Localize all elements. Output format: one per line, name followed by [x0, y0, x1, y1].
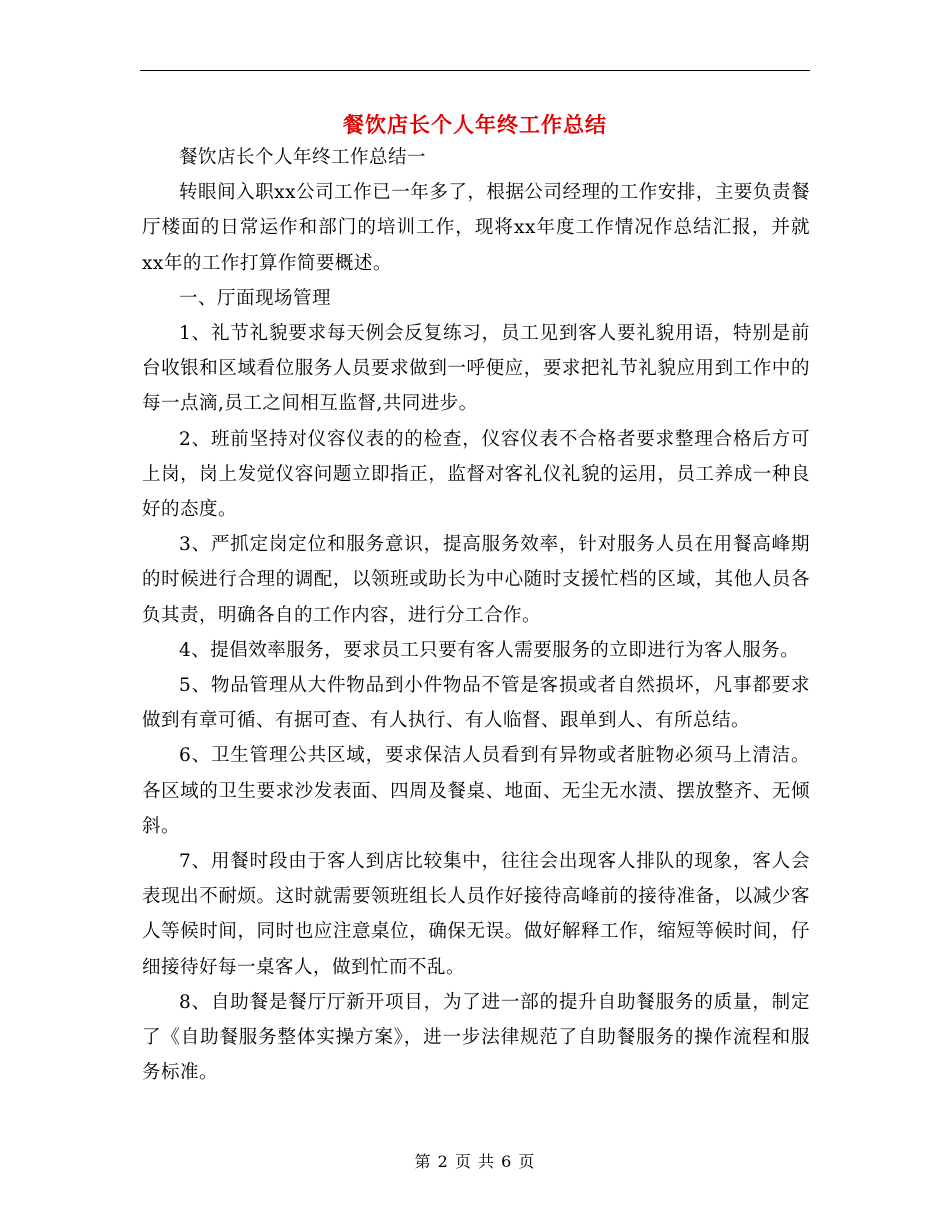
body-paragraph: 5、物品管理从大件物品到小件物品不管是客损或者自然损坏，凡事都要求做到有章可循、有据可查、有人执行、有人临督、跟单到人、有所总结。 [142, 675, 810, 732]
body-paragraph: 8、自助餐是餐厅厅新开项目，为了进一部的提升自助餐服务的质量，制定了《自助餐服务整体实操方案》，进一步法律规范了自助餐服务的操作流程和服务标准。 [142, 991, 810, 1084]
document-title: 餐饮店长个人年终工作总结 [343, 112, 607, 137]
page-footer [0, 1150, 950, 1174]
body-paragraph: 3、严抓定岗定位和服务意识，提高服务效率，针对服务人员在用餐高峰期的时候进行合理的调配，以领班或助长为中心随时支援忙档的区域，其他人员各负其责，明确各自的工作内容，进行分工合作。 [142, 534, 810, 626]
intro-paragraph: 转眼间入职xx公司工作已一年多了，根据公司经理的工作安排，主要负责餐厅楼面的日常运作和部门的培训工作，现将xx年度工作情况作总结汇报，并就xx年的工作打算作简要概述。 [142, 182, 810, 274]
body-paragraph: 6、卫生管理公共区域，要求保洁人员看到有异物或者脏物必须马上清洁。各区域的卫生要求沙发表面、四周及餐桌、地面、无尘无水渍、摆放整齐、无倾斜。 [142, 745, 810, 837]
body-paragraph: 1、礼节礼貌要求每天例会反复练习，员工见到客人要礼貌用语，特别是前台收银和区域看位服务人员要求做到一呼便应，要求把礼节礼貌应用到工作中的每一点滴,员工之间相互监督,共同进步。 [142, 323, 810, 415]
body-paragraph: 2、班前坚持对仪容仪表的的检查，仪容仪表不合格者要求整理合格后方可上岗，岗上发觉仪容问题立即指正，监督对客礼仪礼貌的运用，员工养成一种良好的态度。 [142, 428, 810, 521]
subsection-heading: 一、厅面现场管理 [179, 287, 332, 309]
body-paragraph: 4、提倡效率服务，要求员工只要有客人需要服务的立即进行为客人服务。 [179, 639, 800, 661]
body-paragraph: 7、用餐时段由于客人到店比较集中，往往会出现客人排队的现象，客人会表现出不耐烦。这时就需要领班组长人员作好接待高峰前的接待准备，以减少客人等候时间，同时也应注意桌位，确保无误。做好解释工作，缩短等候时间，仔细接待好每一桌客人，做到忙而不乱。 [142, 851, 810, 978]
page-number-label: 第 2 页 共 6 页 [414, 1152, 536, 1171]
document-body [142, 140, 810, 1090]
section-heading: 餐饮店长个人年终工作总结一 [179, 147, 427, 168]
header-rule [140, 70, 810, 71]
